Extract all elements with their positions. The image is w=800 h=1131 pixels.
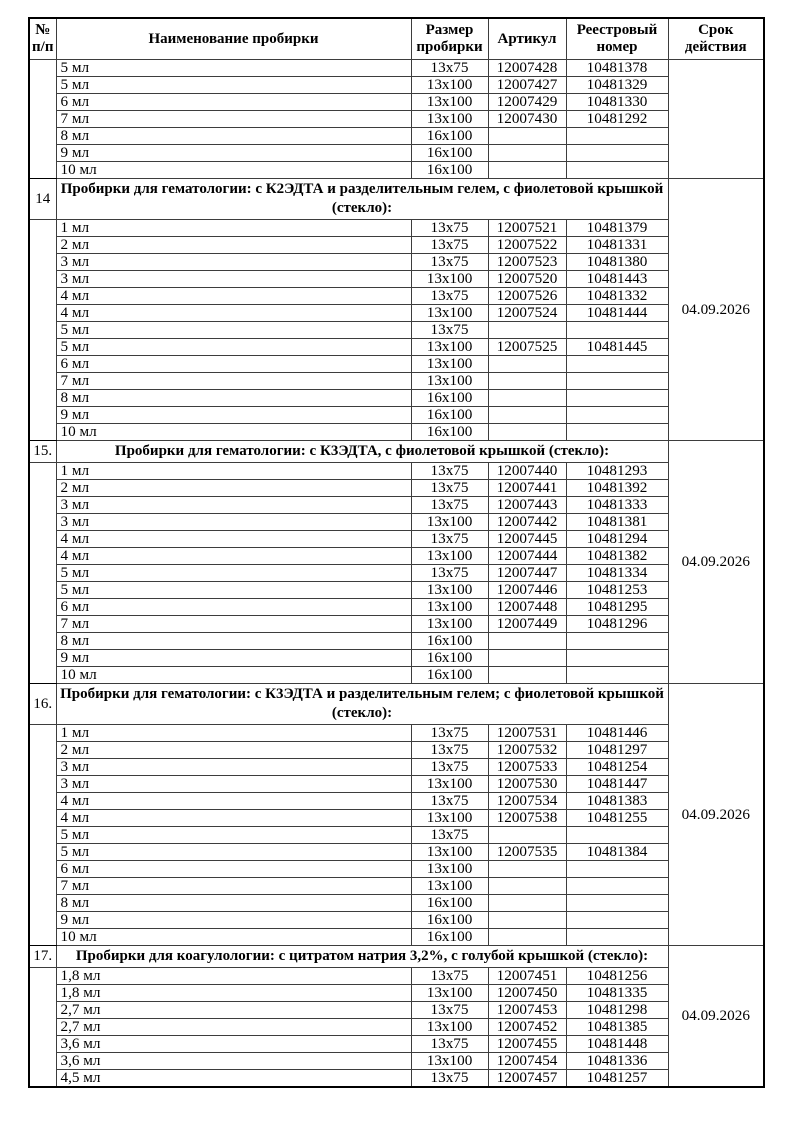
cell-article: 12007452 (488, 1019, 566, 1036)
cell-registry-number: 10481292 (566, 111, 668, 128)
cell-tube-size: 16x100 (411, 128, 488, 145)
table-header (29, 18, 764, 60)
table-row (29, 759, 764, 776)
cell-article: 12007445 (488, 531, 566, 548)
column-header-num: № п/п (29, 18, 56, 60)
cell-tube-size: 16x100 (411, 895, 488, 912)
cell-tube-name: 9 мл (56, 407, 411, 424)
cell-tube-size: 13x100 (411, 271, 488, 288)
section-header-row (29, 441, 764, 463)
table-row (29, 60, 764, 77)
section-header-row (29, 684, 764, 725)
cell-registry-number: 10481257 (566, 1070, 668, 1088)
cell-tube-name: 2 мл (56, 480, 411, 497)
row-number-cell (29, 463, 56, 684)
cell-tube-size: 13x100 (411, 548, 488, 565)
cell-tube-size: 16x100 (411, 633, 488, 650)
cell-tube-size: 16x100 (411, 162, 488, 179)
cell-tube-name: 3,6 мл (56, 1053, 411, 1070)
table-row (29, 271, 764, 288)
cell-registry-number: 10481336 (566, 1053, 668, 1070)
table-row (29, 776, 764, 793)
cell-registry-number: 10481382 (566, 548, 668, 565)
table-row (29, 895, 764, 912)
cell-tube-size: 13x75 (411, 759, 488, 776)
cell-tube-name: 2,7 мл (56, 1019, 411, 1036)
cell-registry-number: 10481253 (566, 582, 668, 599)
cell-tube-name: 9 мл (56, 912, 411, 929)
section-header-row (29, 179, 764, 220)
cell-registry-number: 10481254 (566, 759, 668, 776)
cell-tube-size: 13x100 (411, 111, 488, 128)
table-row (29, 480, 764, 497)
cell-tube-size: 13x75 (411, 60, 488, 77)
cell-registry-number: 10481446 (566, 725, 668, 742)
cell-registry-number (566, 390, 668, 407)
cell-tube-name: 6 мл (56, 861, 411, 878)
cell-tube-name: 4 мл (56, 288, 411, 305)
cell-tube-size: 13x100 (411, 514, 488, 531)
table-row (29, 531, 764, 548)
cell-registry-number (566, 162, 668, 179)
cell-tube-name: 7 мл (56, 111, 411, 128)
table-row (29, 128, 764, 145)
table-row (29, 356, 764, 373)
header-row (29, 18, 764, 60)
cell-tube-size: 13x100 (411, 599, 488, 616)
column-header-name: Наименование пробирки (56, 18, 411, 60)
table-row (29, 1070, 764, 1088)
cell-registry-number: 10481293 (566, 463, 668, 480)
cell-article (488, 667, 566, 684)
cell-registry-number: 10481380 (566, 254, 668, 271)
validity-cell: 04.09.2026 (668, 179, 764, 441)
table-row (29, 565, 764, 582)
cell-tube-name: 4 мл (56, 793, 411, 810)
table-row (29, 878, 764, 895)
table-row (29, 254, 764, 271)
cell-tube-name: 4 мл (56, 810, 411, 827)
cell-registry-number: 10481443 (566, 271, 668, 288)
cell-registry-number: 10481329 (566, 77, 668, 94)
table-row (29, 463, 764, 480)
section-header-row (29, 946, 764, 968)
cell-article: 12007534 (488, 793, 566, 810)
cell-tube-size: 13x75 (411, 288, 488, 305)
cell-article (488, 322, 566, 339)
cell-registry-number (566, 929, 668, 946)
cell-article (488, 861, 566, 878)
cell-registry-number: 10481297 (566, 742, 668, 759)
table-row (29, 742, 764, 759)
table-row (29, 111, 764, 128)
table-row (29, 667, 764, 684)
cell-article: 12007448 (488, 599, 566, 616)
cell-registry-number (566, 895, 668, 912)
cell-registry-number (566, 373, 668, 390)
cell-registry-number (566, 407, 668, 424)
cell-tube-size: 13x100 (411, 356, 488, 373)
row-number-cell (29, 60, 56, 179)
cell-article: 12007538 (488, 810, 566, 827)
cell-article: 12007430 (488, 111, 566, 128)
table-row (29, 514, 764, 531)
cell-tube-size: 13x100 (411, 844, 488, 861)
cell-tube-size: 13x75 (411, 480, 488, 497)
cell-article (488, 827, 566, 844)
cell-article: 12007530 (488, 776, 566, 793)
table-row (29, 912, 764, 929)
cell-tube-name: 10 мл (56, 424, 411, 441)
table-row (29, 985, 764, 1002)
cell-registry-number (566, 145, 668, 162)
cell-tube-name: 9 мл (56, 145, 411, 162)
cell-registry-number: 10481330 (566, 94, 668, 111)
cell-tube-size: 13x100 (411, 985, 488, 1002)
table-row (29, 616, 764, 633)
column-header-registry: Реестровый номер (566, 18, 668, 60)
table-row (29, 861, 764, 878)
row-number-cell (29, 725, 56, 946)
cell-tube-size: 13x75 (411, 1036, 488, 1053)
row-number-cell (29, 968, 56, 1088)
column-header-validity: Срок действия (668, 18, 764, 60)
cell-tube-name: 3 мл (56, 271, 411, 288)
cell-article: 12007520 (488, 271, 566, 288)
cell-tube-name: 2,7 мл (56, 1002, 411, 1019)
cell-tube-size: 16x100 (411, 145, 488, 162)
section-title: Пробирки для коагулологии: с цитратом натрия 3,2%, с голубой крышкой (стекло): (56, 946, 668, 968)
cell-registry-number: 10481333 (566, 497, 668, 514)
cell-tube-name: 5 мл (56, 339, 411, 356)
section-title: Пробирки для гематологии: с К3ЭДТА, с фиолетовой крышкой (стекло): (56, 441, 668, 463)
table-row (29, 599, 764, 616)
table-row (29, 810, 764, 827)
cell-tube-name: 1 мл (56, 220, 411, 237)
cell-tube-name: 9 мл (56, 650, 411, 667)
cell-registry-number (566, 128, 668, 145)
cell-tube-name: 10 мл (56, 929, 411, 946)
cell-registry-number: 10481383 (566, 793, 668, 810)
validity-cell (668, 60, 764, 179)
cell-registry-number (566, 878, 668, 895)
section-title: Пробирки для гематологии: с К2ЭДТА и разделительным гелем, с фиолетовой крышкой (стекло): (56, 179, 668, 220)
cell-article (488, 633, 566, 650)
row-number-cell (29, 220, 56, 441)
cell-article: 12007531 (488, 725, 566, 742)
cell-tube-name: 3 мл (56, 254, 411, 271)
cell-tube-size: 13x75 (411, 827, 488, 844)
cell-article (488, 929, 566, 946)
cell-tube-size: 13x75 (411, 1070, 488, 1088)
cell-tube-name: 3 мл (56, 497, 411, 514)
cell-tube-size: 13x75 (411, 322, 488, 339)
cell-tube-size: 13x75 (411, 742, 488, 759)
cell-article (488, 390, 566, 407)
cell-tube-name: 7 мл (56, 373, 411, 390)
cell-tube-name: 8 мл (56, 128, 411, 145)
cell-article: 12007440 (488, 463, 566, 480)
cell-tube-name: 10 мл (56, 667, 411, 684)
cell-registry-number: 10481332 (566, 288, 668, 305)
cell-article: 12007450 (488, 985, 566, 1002)
cell-tube-name: 5 мл (56, 322, 411, 339)
table-row (29, 339, 764, 356)
cell-tube-name: 5 мл (56, 60, 411, 77)
table-row (29, 145, 764, 162)
cell-article: 12007429 (488, 94, 566, 111)
cell-tube-name: 7 мл (56, 616, 411, 633)
table-row (29, 162, 764, 179)
cell-article: 12007453 (488, 1002, 566, 1019)
cell-registry-number: 10481379 (566, 220, 668, 237)
cell-article: 12007522 (488, 237, 566, 254)
table-row (29, 407, 764, 424)
cell-tube-name: 1,8 мл (56, 985, 411, 1002)
cell-tube-name: 6 мл (56, 599, 411, 616)
cell-registry-number (566, 912, 668, 929)
cell-article (488, 356, 566, 373)
cell-tube-name: 4 мл (56, 531, 411, 548)
cell-tube-name: 1 мл (56, 725, 411, 742)
cell-registry-number: 10481294 (566, 531, 668, 548)
table-row (29, 793, 764, 810)
table-row (29, 1002, 764, 1019)
section-number: 16. (29, 684, 56, 725)
cell-tube-name: 3 мл (56, 776, 411, 793)
cell-tube-name: 7 мл (56, 878, 411, 895)
cell-registry-number: 10481381 (566, 514, 668, 531)
cell-article: 12007449 (488, 616, 566, 633)
table-row (29, 322, 764, 339)
cell-registry-number: 10481444 (566, 305, 668, 322)
cell-tube-name: 8 мл (56, 633, 411, 650)
cell-tube-name: 3 мл (56, 514, 411, 531)
cell-tube-name: 5 мл (56, 77, 411, 94)
cell-registry-number: 10481385 (566, 1019, 668, 1036)
section-number: 14 (29, 179, 56, 220)
cell-tube-name: 5 мл (56, 827, 411, 844)
cell-tube-name: 3,6 мл (56, 1036, 411, 1053)
cell-tube-name: 1 мл (56, 463, 411, 480)
cell-tube-size: 13x100 (411, 373, 488, 390)
cell-tube-size: 13x75 (411, 968, 488, 985)
cell-article (488, 424, 566, 441)
cell-registry-number: 10481298 (566, 1002, 668, 1019)
cell-registry-number: 10481256 (566, 968, 668, 985)
table-row (29, 725, 764, 742)
cell-article: 12007532 (488, 742, 566, 759)
cell-article: 12007521 (488, 220, 566, 237)
cell-tube-size: 13x75 (411, 793, 488, 810)
section-title: Пробирки для гематологии: с К3ЭДТА и разделительным гелем; с фиолетовой крышкой (стекло): (56, 684, 668, 725)
cell-tube-size: 13x75 (411, 497, 488, 514)
tubes-table (28, 17, 765, 1088)
table-row (29, 220, 764, 237)
table-row (29, 288, 764, 305)
cell-registry-number (566, 650, 668, 667)
cell-tube-size: 16x100 (411, 912, 488, 929)
cell-tube-name: 3 мл (56, 759, 411, 776)
cell-article: 12007442 (488, 514, 566, 531)
table-row (29, 929, 764, 946)
cell-registry-number: 10481448 (566, 1036, 668, 1053)
validity-cell: 04.09.2026 (668, 946, 764, 1088)
cell-tube-size: 16x100 (411, 407, 488, 424)
cell-article: 12007427 (488, 77, 566, 94)
cell-tube-size: 13x75 (411, 1002, 488, 1019)
cell-tube-size: 16x100 (411, 390, 488, 407)
cell-tube-size: 13x100 (411, 305, 488, 322)
cell-article: 12007533 (488, 759, 566, 776)
cell-tube-size: 13x100 (411, 94, 488, 111)
section-number: 17. (29, 946, 56, 968)
cell-tube-size: 13x100 (411, 1053, 488, 1070)
cell-registry-number: 10481384 (566, 844, 668, 861)
cell-tube-size: 13x100 (411, 810, 488, 827)
table-row (29, 305, 764, 322)
cell-tube-name: 5 мл (56, 565, 411, 582)
cell-tube-name: 4 мл (56, 305, 411, 322)
table-row (29, 1053, 764, 1070)
table-row (29, 633, 764, 650)
cell-tube-name: 5 мл (56, 582, 411, 599)
table-row (29, 94, 764, 111)
cell-registry-number (566, 633, 668, 650)
cell-article: 12007524 (488, 305, 566, 322)
cell-registry-number: 10481447 (566, 776, 668, 793)
cell-tube-name: 10 мл (56, 162, 411, 179)
cell-tube-size: 13x100 (411, 582, 488, 599)
table-row (29, 844, 764, 861)
cell-tube-size: 13x75 (411, 254, 488, 271)
cell-tube-size: 16x100 (411, 667, 488, 684)
cell-article: 12007444 (488, 548, 566, 565)
cell-registry-number: 10481335 (566, 985, 668, 1002)
cell-article (488, 162, 566, 179)
cell-tube-name: 4,5 мл (56, 1070, 411, 1088)
cell-article (488, 650, 566, 667)
cell-article (488, 373, 566, 390)
cell-tube-name: 2 мл (56, 742, 411, 759)
cell-tube-name: 4 мл (56, 548, 411, 565)
cell-article: 12007457 (488, 1070, 566, 1088)
table-row (29, 548, 764, 565)
cell-article: 12007428 (488, 60, 566, 77)
cell-tube-size: 13x100 (411, 616, 488, 633)
cell-article (488, 895, 566, 912)
cell-tube-size: 13x75 (411, 565, 488, 582)
cell-tube-size: 13x75 (411, 220, 488, 237)
validity-cell: 04.09.2026 (668, 441, 764, 684)
cell-article: 12007455 (488, 1036, 566, 1053)
cell-registry-number: 10481295 (566, 599, 668, 616)
cell-tube-size: 16x100 (411, 424, 488, 441)
cell-registry-number: 10481445 (566, 339, 668, 356)
cell-registry-number (566, 861, 668, 878)
cell-tube-size: 13x100 (411, 776, 488, 793)
table-body (29, 60, 764, 1088)
section-number: 15. (29, 441, 56, 463)
cell-registry-number (566, 356, 668, 373)
cell-tube-size: 16x100 (411, 650, 488, 667)
cell-tube-size: 13x75 (411, 531, 488, 548)
cell-tube-name: 6 мл (56, 94, 411, 111)
cell-tube-name: 8 мл (56, 895, 411, 912)
cell-tube-size: 13x100 (411, 77, 488, 94)
cell-tube-name: 6 мл (56, 356, 411, 373)
table-row (29, 424, 764, 441)
cell-tube-size: 16x100 (411, 929, 488, 946)
cell-article: 12007443 (488, 497, 566, 514)
cell-registry-number (566, 667, 668, 684)
cell-tube-name: 5 мл (56, 844, 411, 861)
table-row (29, 827, 764, 844)
cell-registry-number: 10481255 (566, 810, 668, 827)
cell-article: 12007525 (488, 339, 566, 356)
cell-tube-name: 2 мл (56, 237, 411, 254)
table-row (29, 1019, 764, 1036)
cell-tube-size: 13x75 (411, 725, 488, 742)
table-row (29, 1036, 764, 1053)
cell-tube-size: 13x100 (411, 339, 488, 356)
table-row (29, 373, 764, 390)
cell-registry-number: 10481378 (566, 60, 668, 77)
cell-registry-number: 10481296 (566, 616, 668, 633)
table-row (29, 497, 764, 514)
table-row (29, 390, 764, 407)
cell-article: 12007535 (488, 844, 566, 861)
cell-registry-number: 10481331 (566, 237, 668, 254)
cell-tube-size: 13x100 (411, 861, 488, 878)
table-row (29, 77, 764, 94)
cell-tube-size: 13x75 (411, 463, 488, 480)
cell-article: 12007447 (488, 565, 566, 582)
column-header-article: Артикул (488, 18, 566, 60)
cell-registry-number (566, 322, 668, 339)
column-header-size: Размер пробирки (411, 18, 488, 60)
table-row (29, 968, 764, 985)
cell-article: 12007451 (488, 968, 566, 985)
cell-article (488, 128, 566, 145)
cell-registry-number: 10481334 (566, 565, 668, 582)
table-row (29, 582, 764, 599)
cell-article: 12007526 (488, 288, 566, 305)
cell-article (488, 145, 566, 162)
cell-registry-number (566, 827, 668, 844)
cell-tube-size: 13x100 (411, 1019, 488, 1036)
cell-tube-size: 13x100 (411, 878, 488, 895)
cell-tube-name: 1,8 мл (56, 968, 411, 985)
cell-registry-number: 10481392 (566, 480, 668, 497)
table-row (29, 237, 764, 254)
cell-tube-size: 13x75 (411, 237, 488, 254)
cell-registry-number (566, 424, 668, 441)
cell-article (488, 912, 566, 929)
cell-article (488, 878, 566, 895)
cell-article: 12007446 (488, 582, 566, 599)
validity-cell: 04.09.2026 (668, 684, 764, 946)
cell-article: 12007454 (488, 1053, 566, 1070)
cell-article (488, 407, 566, 424)
cell-tube-name: 8 мл (56, 390, 411, 407)
cell-article: 12007441 (488, 480, 566, 497)
table-row (29, 650, 764, 667)
cell-article: 12007523 (488, 254, 566, 271)
